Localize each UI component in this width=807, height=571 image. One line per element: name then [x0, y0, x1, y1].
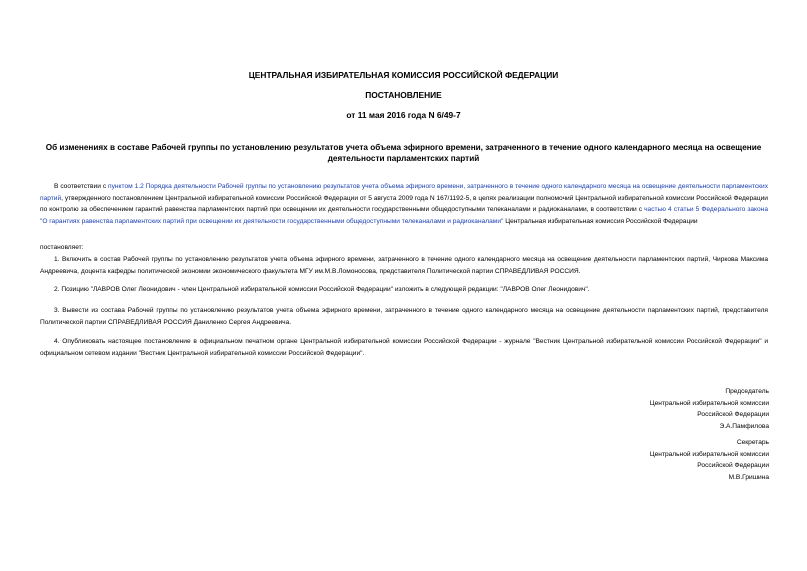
signatory-org: Центральной избирательной комиссии [649, 399, 769, 407]
issuing-organization: ЦЕНТРАЛЬНАЯ ИЗБИРАТЕЛЬНАЯ КОМИССИЯ РОССИЙСКОЙ ФЕДЕРАЦИИ [248, 70, 559, 80]
resolution-item-3: 3. Вывести из состава Рабочей группы по установлению результатов учета объема эфирного времени, затраченного в течение одного календарного месяца на освещение деятельности парламентских партий, представителя Политической партии СПРАВЕДЛИВАЯ РОССИЯ Даниленко Сергея Андреевича. [40, 307, 768, 326]
preamble-text-2: , утвержденного постановлением Центральной избирательной комиссии Российской Федерации от 5 августа 2009 года N 167/1192-5, в целях реализации полномочий Центральной избирательной комиссии Российской Федерации по контролю за обеспечением гарантий равенства парламентских партий при освещении их деятельности государственными общедоступными телеканалами и радиоканалами, в соответствии с [40, 194, 768, 214]
signatory-title: Секретарь [736, 439, 769, 446]
signatory-country: Российской Федерации [697, 462, 769, 470]
link-order-clause[interactable]: пунктом 1.2 Порядка деятельности Рабочей группы по установлению результатов учета объема эфирного времени, затраченного в течение одного календарного месяца на освещение деятельности парламентских партий [40, 183, 769, 202]
signatory-org: Центральной избирательной комиссии [649, 450, 769, 458]
link-federal-law[interactable]: частью 4 статьи 5 Федерального закона "О гарантиях равенства парламентских партий при освещении их деятельности государственными общедоступными телеканалами и радиоканалами" [40, 206, 768, 225]
resolution-item-1: 1. Включить в состав Рабочей группы по установлению результатов учета объема эфирного времени, затраченного в течение одного календарного месяца на освещение деятельности парламентских партий, Чиркова Максима Андреевича, доцента кафедры политической экономии экономического факультета МГУ им.М.В.Ломоносова, представителя Политической партии СПРАВЕДЛИВАЯ РОССИЯ. [40, 256, 768, 275]
signatory-name: Э.А.Памфилова [719, 422, 769, 430]
preamble-paragraph [40, 181, 768, 227]
preamble-text-3: Центральная избирательная комиссия Российской Федерации [503, 217, 698, 225]
signatory-name: М.В.Гришина [728, 473, 769, 481]
signature-chairman [560, 386, 769, 432]
resolution-item-2: 2. Позицию "ЛАВРОВ Олег Леонидович - член Центральной избирательной комиссии Российской Федерации" изложить в следующей редакции: "ЛАВРОВ Олег Леонидович". [54, 286, 590, 293]
resolution-item-4: 4. Опубликовать настоящее постановление в официальном печатном органе Центральной избирательной комиссии Российской Федерации - журнале "Вестник Центральной избирательной комиссии Российской Федерации" и официальном сетевом издании "Вестник Центральной избирательной комиссии Российской Федерации". [40, 338, 768, 357]
resolves-label: постановляет: [40, 244, 84, 251]
document-subject: Об изменениях в составе Рабочей группы по установлению результатов учета объема эфирного времени, затраченного в течение одного календарного месяца на освещение деятельности парламентских партий [45, 143, 762, 163]
document-date: от 11 мая 2016 года N 6/49-7 [346, 110, 461, 120]
signatory-country: Российской Федерации [697, 411, 769, 419]
preamble-text-1: В соответствии с [54, 183, 109, 190]
document-type: ПОСТАНОВЛЕНИЕ [365, 90, 442, 100]
signatory-title: Председатель [725, 388, 769, 395]
signature-secretary [560, 437, 769, 483]
